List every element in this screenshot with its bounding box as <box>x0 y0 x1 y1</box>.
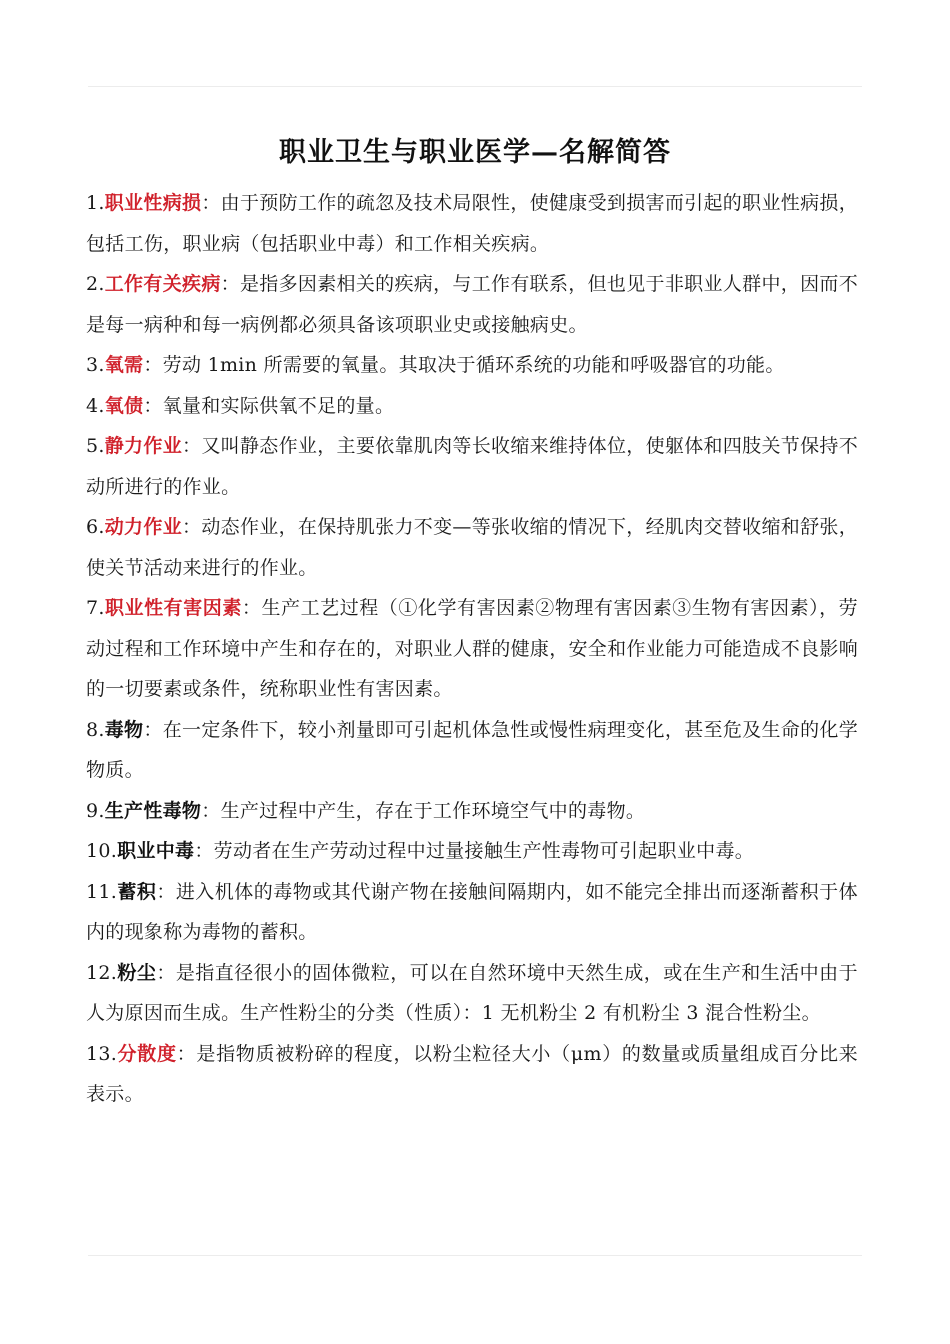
item-term: 职业性病损 <box>104 192 202 214</box>
top-divider <box>88 86 862 87</box>
item-separator: ： <box>143 354 163 376</box>
item-number: 10. <box>86 840 118 862</box>
definition-item-13 <box>86 1034 858 1115</box>
item-text: 是指直径很小的固体微粒，可以在自然环境中天然生成，或在生产和生活中由于人为原因而生成。生产性粉尘的分类（性质）：1 无机粉尘 2 有机粉尘 3 混合性粉尘。 <box>86 961 858 1024</box>
item-number: 1. <box>86 192 105 214</box>
item-text: 是指多因素相关的疾病，与工作有联系，但也见于非职业人群中，因而不是每一病种和每一病例都必须具备该项职业史或接触病史。 <box>86 273 858 336</box>
item-number: 11. <box>86 880 118 903</box>
item-number: 8. <box>86 718 105 741</box>
item-number: 9. <box>86 799 105 822</box>
definition-item-3 <box>86 345 858 386</box>
item-term: 粉尘 <box>117 961 157 984</box>
item-number: 6. <box>86 516 105 538</box>
definition-item-2 <box>86 264 858 345</box>
item-separator: ： <box>201 799 221 822</box>
definition-item-12 <box>86 953 858 1034</box>
definition-item-7 <box>86 588 858 710</box>
item-term: 生产性毒物 <box>104 799 202 822</box>
item-term: 毒物 <box>104 718 144 741</box>
item-number: 7. <box>86 597 105 619</box>
item-text: 生产工艺过程（①化学有害因素②物理有害因素③生物有害因素），劳动过程和工作环境中产生和存在的，对职业人群的健康，安全和作业能力可能造成不良影响的一切要素或条件，统称职业性有害因素。 <box>86 597 859 700</box>
item-number: 5. <box>86 435 105 457</box>
item-separator: ： <box>241 597 262 619</box>
definition-item-5 <box>86 426 858 507</box>
item-text: 劳动者在生产劳动过程中过量接触生产性毒物可引起职业中毒。 <box>213 840 755 862</box>
definition-item-8 <box>86 710 858 791</box>
item-number: 3. <box>86 354 105 376</box>
item-term: 动力作业 <box>104 516 183 538</box>
definition-item-1 <box>86 183 858 264</box>
bottom-divider <box>88 1255 862 1256</box>
definition-item-6 <box>86 507 858 588</box>
item-text: 是指物质被粉碎的程度，以粉尘粒径大小（μm）的数量或质量组成百分比来表示。 <box>86 1042 858 1105</box>
item-number: 13. <box>86 1042 118 1065</box>
item-text: 在一定条件下，较小剂量即可引起机体急性或慢性病理变化，甚至危及生命的化学物质。 <box>86 718 858 781</box>
item-number: 2. <box>86 273 105 295</box>
item-separator: ： <box>156 880 176 903</box>
item-text: 又叫静态作业，主要依靠肌肉等长收缩来维持体位，使躯体和四肢关节保持不动所进行的作业。 <box>86 435 859 498</box>
item-separator: ： <box>194 840 214 862</box>
item-number: 4. <box>86 394 105 417</box>
definition-item-11 <box>86 872 858 953</box>
definition-item-9 <box>86 791 858 832</box>
item-text: 由于预防工作的疏忽及技术局限性，使健康受到损害而引起的职业性病损，包括工伤，职业病（包括职业中毒）和工作相关疾病。 <box>86 192 858 255</box>
item-separator: ： <box>220 273 240 295</box>
item-separator: ： <box>182 516 202 538</box>
definition-item-4 <box>86 386 858 427</box>
item-separator: ： <box>176 1042 197 1065</box>
item-term: 分散度 <box>117 1042 177 1065</box>
item-text: 生产过程中产生，存在于工作环境空气中的毒物。 <box>220 799 646 822</box>
item-separator: ： <box>143 394 163 417</box>
item-text: 进入机体的毒物或其代谢产物在接触间隔期内，如不能完全排出而逐渐蓄积于体内的现象称为毒物的蓄积。 <box>86 880 858 943</box>
item-term: 工作有关疾病 <box>104 273 221 295</box>
item-separator: ： <box>156 961 176 984</box>
item-text: 动态作业，在保持肌张力不变—等张收缩的情况下，经肌肉交替收缩和舒张，使关节活动来进行的作业。 <box>86 516 859 579</box>
item-text: 劳动 1min 所需要的氧量。其取决于循环系统的功能和呼吸器官的功能。 <box>162 354 785 376</box>
item-separator: ： <box>201 192 221 214</box>
item-term: 氧需 <box>104 354 144 376</box>
definition-item-10 <box>86 831 858 872</box>
item-term: 职业性有害因素 <box>104 597 242 619</box>
item-term: 蓄积 <box>117 880 157 903</box>
item-text: 氧量和实际供氧不足的量。 <box>162 394 395 417</box>
item-term: 氧债 <box>104 394 144 417</box>
item-term: 静力作业 <box>104 435 183 457</box>
definition-list <box>86 183 858 1115</box>
item-separator: ： <box>182 435 202 457</box>
item-term: 职业中毒 <box>117 840 195 862</box>
page-title: 职业卫生与职业医学—名解简答 <box>279 137 671 169</box>
item-number: 12. <box>86 961 118 984</box>
item-separator: ： <box>143 718 163 741</box>
